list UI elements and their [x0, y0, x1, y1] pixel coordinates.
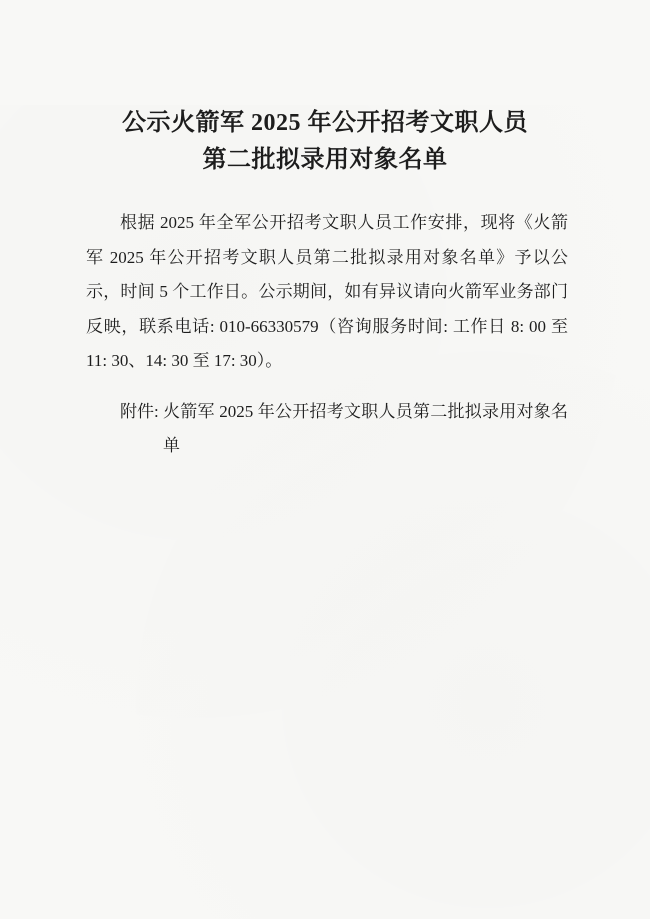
document-title — [60, 105, 590, 179]
attachment-label: 附件: — [120, 401, 163, 421]
attachment-content: 火箭军 2025 年公开招考文职人员第二批拟录用对象名单 — [162, 401, 568, 455]
scanned-document-page — [0, 105, 650, 919]
document-title-line1: 公示火箭军 2025 年公开招考文职人员 — [122, 110, 528, 136]
document-title-line2: 第二批拟录用对象名单 — [202, 147, 448, 173]
body-paragraph: 根据 2025 年全军公开招考文职人员工作安排，现将《火箭军 2025 年公开招考文职人员第二批拟录用对象名单》予以公示，时间 5 个工作日。公示期间，如有异议请向火箭军业务部门反映，联系电话: 010-66330579（咨询服务时间: 工作日 8: 00 至 11: 30、14: 30 至 17: 30）。 — [86, 213, 568, 370]
document-body — [86, 206, 568, 379]
attachment-note — [86, 395, 568, 464]
